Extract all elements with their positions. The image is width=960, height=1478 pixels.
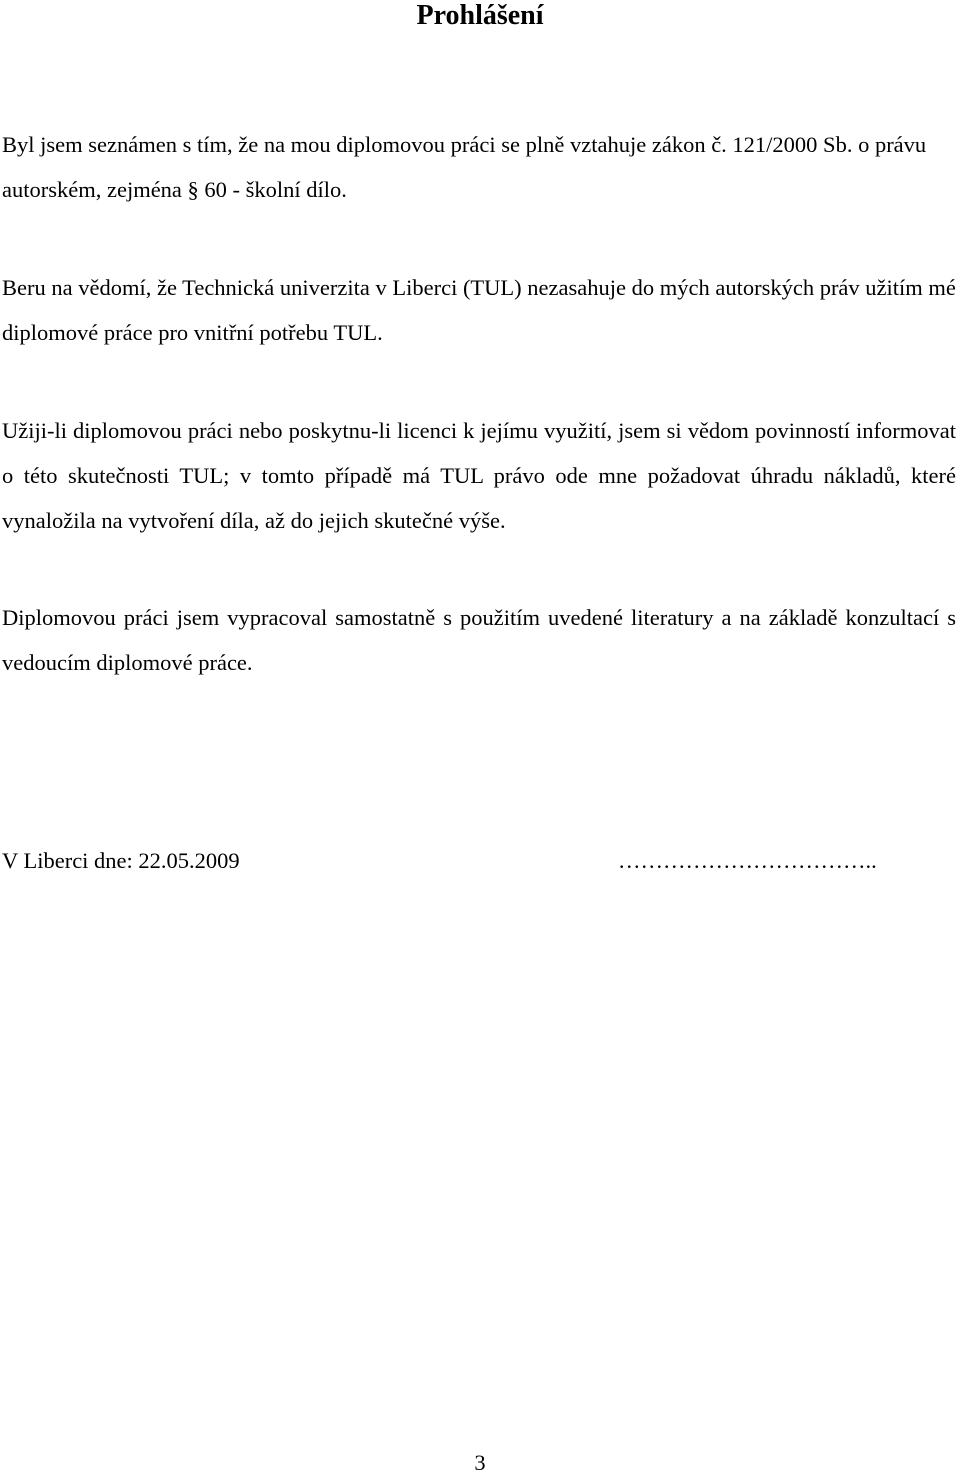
place-and-date: V Liberci dne: 22.05.2009 bbox=[2, 848, 240, 873]
paragraph-license-obligation: Užiji-li diplomovou práci nebo poskytnu-li licenci k jejímu využití, jsem si vědom povinností informovat o této skutečnosti TUL; v tomto případě má TUL právo ode mne požadovat úhradu nákladů, které vynaložila na vytvoření díla, až do jejich skutečné výše. bbox=[2, 418, 956, 533]
paragraph-copyright-law: Byl jsem seznámen s tím, že na mou diplomovou práci se plně vztahuje zákon č. 121/2000 Sb. o právu autorském, zejména § 60 - školní dílo. bbox=[2, 132, 927, 202]
page-title: Prohlášení bbox=[416, 0, 544, 31]
signature-line: …………………………….. bbox=[618, 848, 877, 873]
page-number: 3 bbox=[474, 1450, 486, 1475]
paragraph-tul-rights: Beru na vědomí, že Technická univerzita v Liberci (TUL) nezasahuje do mých autorských práv užitím mé diplomové práce pro vnitřní potřebu TUL. bbox=[2, 275, 956, 345]
paragraph-independent-work: Diplomovou práci jsem vypracoval samostatně s použitím uvedené literatury a na základě konzultací s vedoucím diplomové práce. bbox=[2, 605, 956, 675]
